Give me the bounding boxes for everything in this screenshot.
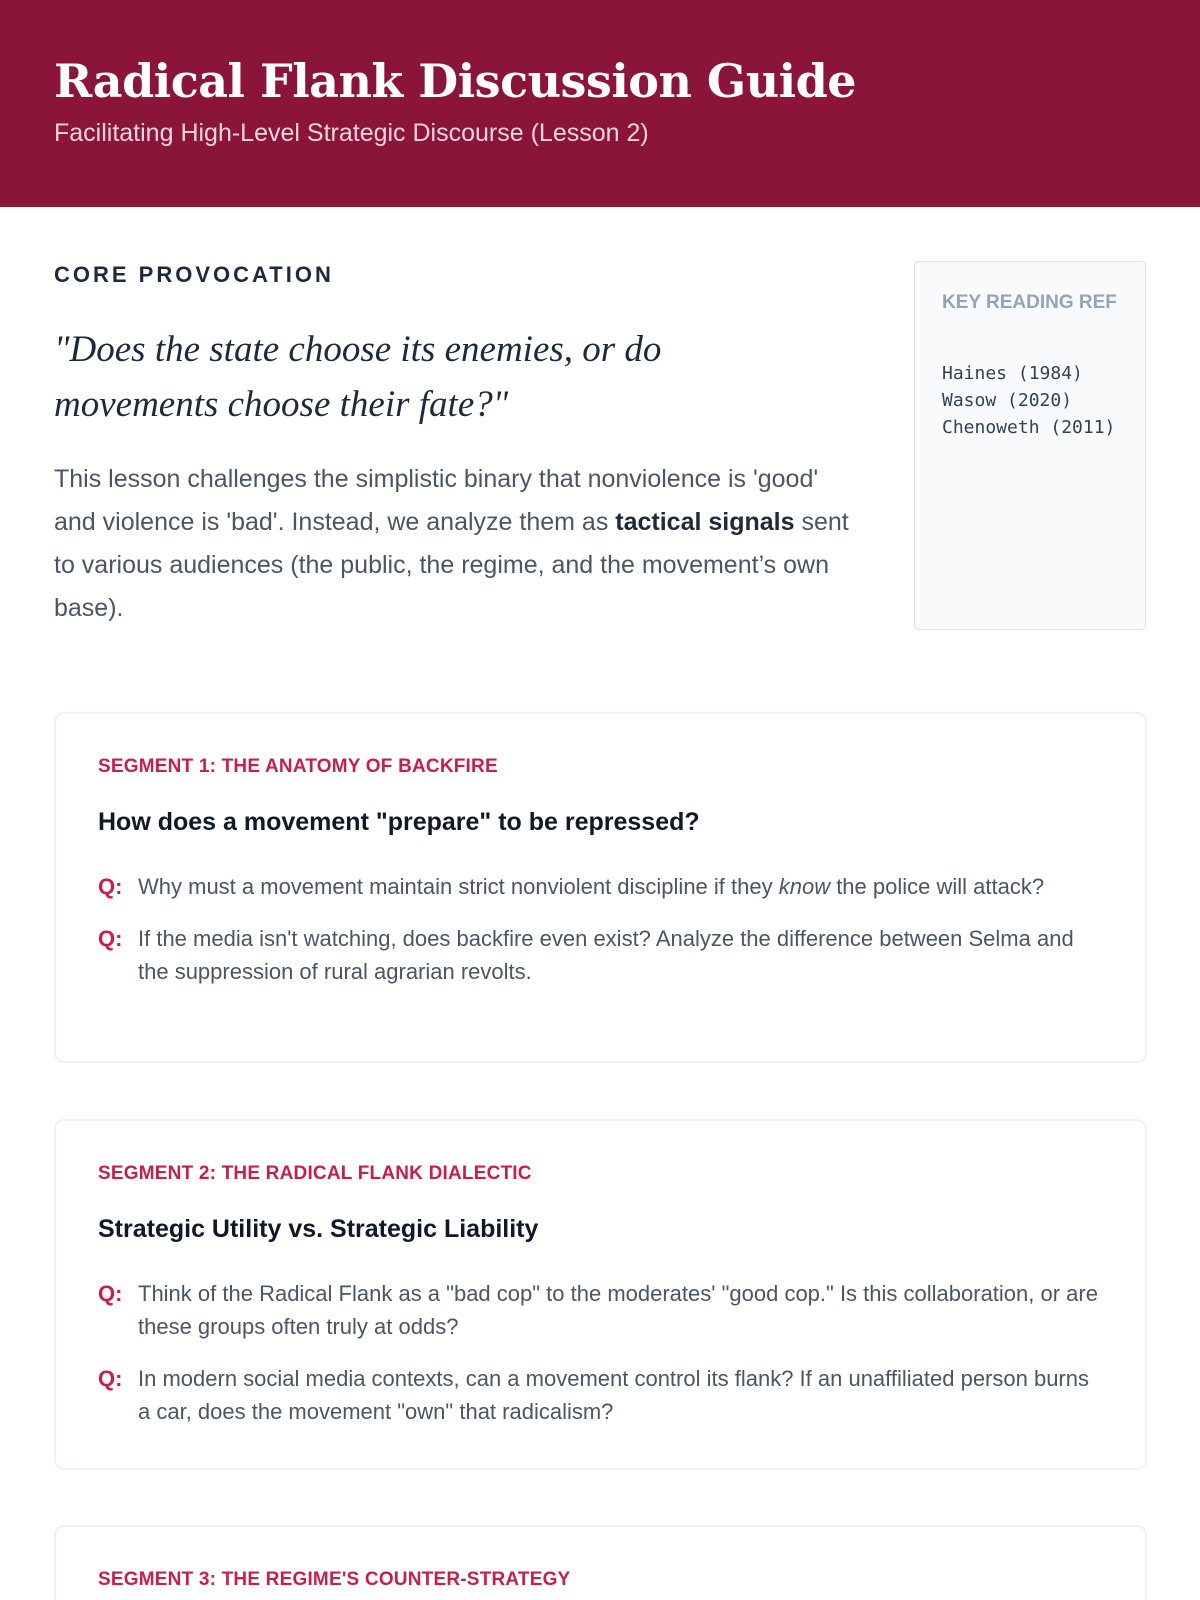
segment-label: SEGMENT 2: THE RADICAL FLANK DIALECTIC	[98, 1163, 532, 1184]
segment-label: SEGMENT 3: THE REGIME'S COUNTER-STRATEGY	[98, 1569, 571, 1590]
question-list	[98, 1277, 1098, 1447]
core-quote: "Does the state choose its enemies, or do movements choose their fate?"	[54, 329, 662, 425]
question-item	[98, 922, 1098, 988]
intro-emphasis: tactical signals	[615, 508, 795, 536]
question-text-end: the police will attack?	[830, 874, 1045, 899]
segment-card-3	[54, 1525, 1147, 1600]
intro-text-end: sent to various audiences (the public, the regime, and the movement’s own base).	[54, 508, 849, 622]
question-text: Think of the Radical Flank as a "bad cop" to the moderates' "good cop." Is this collaboration, or are these groups often truly at odds?	[138, 1281, 1098, 1339]
question-marker: Q:	[98, 1281, 123, 1306]
core-provocation-label: CORE PROVOCATION	[54, 262, 334, 287]
intro-text-start: This lesson challenges the simplistic binary that nonviolence is 'good' and violence is 'bad'. Instead, we analyze them as	[54, 465, 819, 536]
question-marker: Q:	[98, 1366, 123, 1391]
segment-label: SEGMENT 1: THE ANATOMY OF BACKFIRE	[98, 756, 498, 777]
page-subtitle: Facilitating High-Level Strategic Discourse (Lesson 2)	[54, 119, 649, 147]
question-item	[98, 1277, 1098, 1343]
segment-title: Strategic Utility vs. Strategic Liability	[98, 1215, 539, 1243]
intro-paragraph	[54, 458, 854, 630]
segment-title: How does a movement "prepare" to be repressed?	[98, 808, 700, 836]
reading-item: Chenoweth (2011)	[942, 417, 1116, 438]
question-item	[98, 1362, 1098, 1428]
question-text: If the media isn't watching, does backfire even exist? Analyze the difference between Selma and the suppression of rural agrarian revolts.	[138, 926, 1074, 984]
question-list	[98, 870, 1098, 1007]
question-emphasis: know	[778, 874, 831, 899]
page-header	[0, 0, 1200, 207]
segment-card-2	[54, 1119, 1147, 1470]
question-text-start: Why must a movement maintain strict nonviolent discipline if they	[138, 874, 779, 899]
question-text	[138, 870, 1098, 903]
reading-item: Wasow (2020)	[942, 390, 1073, 411]
reading-item: Haines (1984)	[942, 363, 1083, 384]
segment-card-1	[54, 712, 1147, 1063]
question-item	[98, 870, 1098, 903]
question-marker: Q:	[98, 926, 123, 951]
key-reading-title: KEY READING REF	[942, 292, 1117, 313]
question-marker: Q:	[98, 874, 123, 899]
key-reading-panel	[914, 261, 1146, 630]
page-title: Radical Flank Discussion Guide	[54, 54, 857, 108]
reading-list	[942, 360, 1132, 441]
question-text: In modern social media contexts, can a movement control its flank? If an unaffiliated person burns a car, does the movement "own" that radicalism?	[138, 1366, 1089, 1424]
